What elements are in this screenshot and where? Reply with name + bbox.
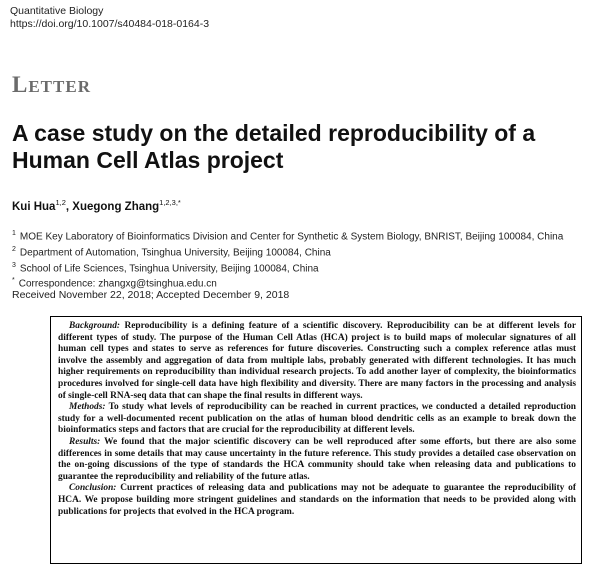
- section-heading: Conclusion:: [69, 483, 117, 494]
- affiliation-item: [12, 244, 563, 260]
- abstract-methods: [58, 402, 576, 437]
- author-separator: ,: [65, 200, 73, 213]
- article-title: A case study on the detailed reproducibility of a Human Cell Atlas project: [12, 120, 536, 173]
- received-accepted-dates: Received November 22, 2018; Accepted December 9, 2018: [12, 289, 290, 301]
- author-list: [12, 198, 181, 213]
- affiliation-item: [12, 260, 563, 276]
- affiliation-text: School of Life Sciences, Tsinghua University, Beijing 100084, China: [19, 262, 319, 274]
- abstract-text: [58, 321, 576, 518]
- article-type-label: [12, 72, 91, 98]
- author-affiliation-marks: 1,2: [55, 198, 66, 207]
- author-name: Xuegong Zhang: [72, 200, 160, 213]
- affiliation-mark: 1: [12, 230, 16, 237]
- article-type-initial: L: [12, 72, 29, 97]
- author-affiliation-marks: 1,2,3,*: [159, 198, 181, 207]
- author-name: Kui Hua: [12, 200, 56, 213]
- abstract-conclusion: [58, 483, 576, 518]
- affiliation-item: [12, 228, 563, 244]
- affiliation-list: [12, 228, 563, 291]
- section-body: We found that the major scientific discovery can be well reproduced after some efforts, but there are also some differences in some details that may cause uncertainty in the future reference. This study provides a detailed case observation on the on-going discussions of the type of standards the HCA community should take when releasing data and publications to guarantee the reproducibility and reliability of the future atlas.: [58, 436, 576, 482]
- affiliation-mark: 3: [12, 261, 16, 269]
- abstract-results: [58, 437, 576, 483]
- article-type-rest: ETTER: [28, 77, 91, 96]
- abstract-background: [58, 321, 576, 402]
- section-heading: Background:: [69, 321, 121, 331]
- affiliation-mark: *: [12, 277, 15, 285]
- affiliation-text: MOE Key Laboratory of Bioinformatics Division and Center for Synthetic & System Biology, BNRIST, Beijing 100084, China: [19, 231, 564, 243]
- abstract-box: [50, 316, 582, 564]
- section-heading: Results:: [69, 436, 101, 447]
- affiliation-mark: 2: [12, 245, 16, 253]
- section-body: To study what levels of reproducibility can be reached in current practices, we conducted a detailed reproduction study for a well-documented recent publication on the atlas of human blood dendritic cells as an example to break down the bioinformatics steps and factors that are crucial for the reproducibility at different levels.: [58, 402, 576, 436]
- correspondence-text: Correspondence: zhangxg@tsinghua.edu.cn: [18, 278, 217, 290]
- section-body: Reproducibility is a defining feature of a scientific discovery. Reproducibility can be at different levels for different types of study. The purpose of the Human Cell Atlas (HCA) project is to build maps of molecular signatures of all human cell types and states to serve as references for future discoveries. Constructing such a complex reference atlas must involve the assembly and aggregation of data from multiple labs, probably generated with different technologies. It has much higher requirements on reproducibility than individual research projects. To add another layer of complexity, the bioinformatics procedures involved for single-cell data have high flexibility and diversity. There are many factors in the processing and analysis of single-cell RNA-seq data that can shape the final results in different ways.: [58, 321, 576, 401]
- section-body: Current practices of releasing data and publications may not be adequate to guarantee the reproducibility of HCA. We propose building more stringent guidelines and standards on the information that needs to be provided along with publications for projects that evolved in the HCA program.: [58, 483, 576, 517]
- doi-link[interactable]: https://doi.org/10.1007/s40484-018-0164-3: [10, 18, 210, 30]
- journal-header: [10, 5, 209, 31]
- journal-name: Quantitative Biology: [10, 5, 104, 17]
- section-heading: Methods:: [69, 402, 106, 413]
- affiliation-text: Department of Automation, Tsinghua University, Beijing 100084, China: [19, 247, 331, 259]
